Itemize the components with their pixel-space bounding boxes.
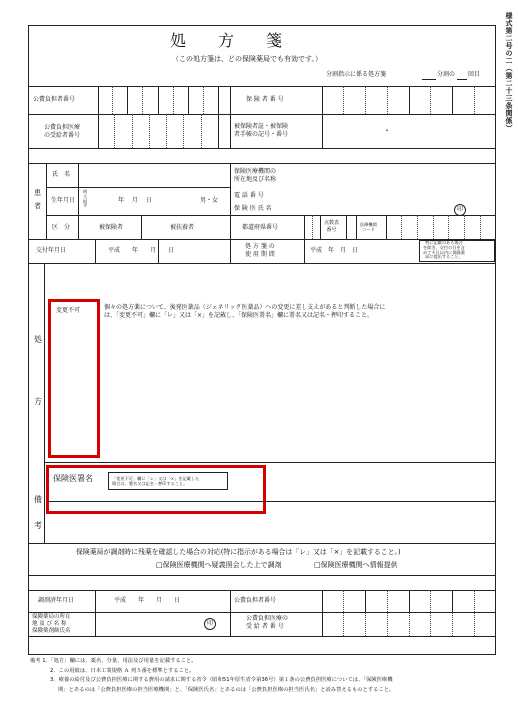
pharmacy-seal-icon: 印	[204, 618, 216, 630]
grid-line	[230, 86, 231, 148]
dispensed-date-value[interactable]: 平成 年 月 日	[114, 597, 181, 604]
patient-name-label: 氏 名	[52, 171, 71, 178]
pharmacy-query-text: 保険薬局が調剤時に残薬を確認した場合の対応(特に指示がある場合は「レ」又は「×」を記載すること。)	[76, 548, 401, 556]
doctor-seal-icon: 印	[454, 204, 466, 216]
pharmacy-name-label: 保険薬局の所在 地 及 び 名 称 保険薬剤師氏名	[32, 614, 71, 634]
score-table-label: 点数表 番号	[324, 220, 340, 233]
insured-card-label: 被保険者証・被保険 者手帳の記号・番号	[234, 123, 289, 138]
grid-line	[46, 163, 47, 239]
issue-date-value[interactable]: 平成 年 月 日	[108, 247, 175, 254]
era-options[interactable]: 明 大 昭 平	[83, 189, 88, 209]
grid-line	[28, 263, 496, 264]
footnote-4: 関」とあるのは「公費負担医療の担当医療機関」と、「保険医氏名」とあるのは「公費負担医療の担当医氏名」と読み替えるものとすること。	[58, 687, 395, 693]
insured-card-dot[interactable]: ・	[383, 126, 391, 135]
grid-line	[28, 575, 496, 576]
grid-line	[230, 163, 231, 263]
dependent-option[interactable]: 被扶養者	[170, 224, 195, 231]
period-value[interactable]: 平成 年 月 日	[310, 247, 359, 254]
patient-section-label: 患 者	[34, 189, 41, 210]
institution-code-cells[interactable]	[386, 215, 496, 239]
recipient-number-cells[interactable]	[98, 114, 218, 148]
grid-line	[44, 462, 496, 463]
prescription-section-label: 処 方	[34, 335, 42, 406]
category-label: 区 分	[52, 224, 71, 231]
grid-line	[218, 86, 219, 148]
insurer-number-cells[interactable]	[322, 86, 496, 114]
grid-line	[46, 187, 230, 188]
patient-name-field[interactable]	[79, 164, 229, 186]
pharmacy-option-info[interactable]: □保険医療機関へ情報提供	[314, 561, 398, 569]
grid-line	[230, 590, 231, 636]
split-blank-1	[422, 79, 436, 80]
pharmacy-option-query[interactable]: □保険医療機関へ疑義照会した上で調剤	[156, 561, 282, 569]
insurer-number-label: 保 険 者 番 号	[246, 96, 284, 103]
prescription-instruction: 個々の処方薬について、後発医薬品（ジェネリック医薬品）への変更に差し支えがあると判断した場合に は、「変更不可」欄に「レ」又は「×」を記載し、「保険医署名」欄に署名又は記名・押印すること。	[104, 304, 386, 320]
institution-address-label: 保険医療機関の 所在地及び名称	[234, 168, 277, 183]
remarks-section-label: 備 考	[34, 495, 42, 531]
grid-line	[46, 215, 230, 216]
grid-line	[95, 590, 96, 636]
bottom-recipient-number-cells[interactable]	[322, 612, 496, 636]
prescription-content-area[interactable]	[104, 326, 492, 456]
prefecture-cells[interactable]	[304, 215, 320, 239]
grid-line	[48, 501, 496, 502]
dob-label: 生年月日	[51, 197, 76, 204]
form-side-label: 様式第二号の二（第二十三条関係）	[505, 12, 513, 132]
split-unit: 回目	[468, 71, 481, 78]
grid-line	[28, 636, 496, 637]
dispensed-date-label: 調剤済年月日	[38, 597, 75, 604]
sex-options[interactable]: 男・女	[200, 197, 219, 204]
payer-number-cells[interactable]	[98, 86, 218, 114]
grid-line	[28, 543, 496, 544]
grid-line	[95, 239, 96, 263]
dob-ymd[interactable]: 年 月 日	[118, 197, 152, 204]
footnote-3: 3．療養の給付及び公費負担医療に関する費用の請求に関する省令（昭和51年厚生省令第36号）第１条の公費負担医療については、「保険医療機	[50, 677, 393, 683]
grid-line	[304, 239, 305, 263]
institution-code-label: 医療機関 コード	[360, 222, 377, 233]
payer-number-label: 公費負担者番号	[33, 96, 76, 103]
grid-line	[28, 148, 496, 149]
split-blank-2	[457, 79, 467, 80]
grid-line	[141, 215, 142, 239]
recipient-number-label: 公費負担医療 の受給者番号	[44, 124, 81, 139]
bottom-payer-number-label: 公費負担者番号	[234, 597, 277, 604]
sign-note-text: 「変更不可」欄に「レ」又は「×」を記載した 場合は、署名又は記名・押印すること。	[112, 476, 200, 487]
doctor-name-label: 保 険 医 氏 名	[234, 205, 272, 212]
prefecture-label: 都道府県番号	[242, 224, 279, 231]
phone-label: 電 話 番 号	[234, 192, 264, 199]
form-title: 処 方 箋	[170, 31, 283, 50]
grid-line	[320, 215, 321, 239]
no-substitute-label: 変更不可	[56, 307, 81, 314]
split-label: 分割指示に係る処方箋	[326, 71, 387, 78]
issue-date-label: 交付年月日	[36, 247, 67, 254]
period-note-text: 特に記載のある場合 を除き、交付の日を含 めて４日以内に保険薬 局に提出すること。	[423, 240, 465, 260]
footnote-1: 備考 1．「処方」欄には、薬名、分量、用法及び用量を記載すること。	[30, 658, 197, 664]
bottom-payer-number-cells[interactable]	[322, 590, 496, 612]
grid-line	[44, 263, 45, 543]
grid-line	[356, 215, 357, 239]
score-table-cell[interactable]	[346, 215, 356, 239]
doctor-sign-label: 保険医署名	[53, 474, 93, 483]
split-suffix: 分割の	[437, 71, 456, 78]
form-subtitle: （この処方箋は、どの保険薬局でも有効です。）	[172, 55, 322, 63]
insured-option[interactable]: 被保険者	[99, 224, 124, 231]
bottom-recipient-number-label: 公費負担医療の 受 給 者 番 号	[246, 615, 289, 631]
footnote-2: 2．この用紙は、日本工業規格 Ａ 列５番を標準とすること。	[50, 668, 195, 674]
period-label: 処 方 箋 の 使 用 期 間	[245, 243, 275, 258]
no-substitute-column[interactable]	[48, 299, 100, 458]
